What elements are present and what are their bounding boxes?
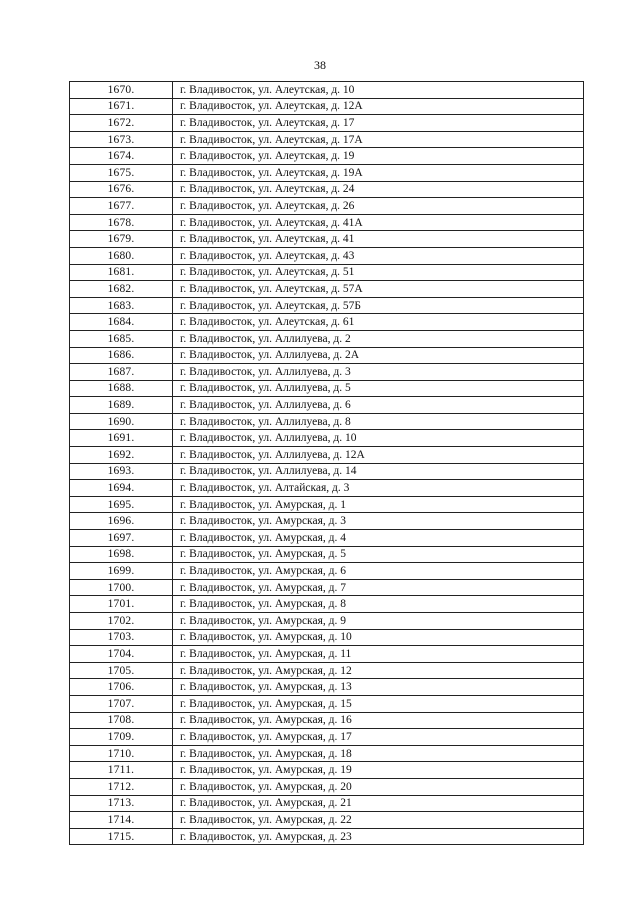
row-address: г. Владивосток, ул. Амурская, д. 19 xyxy=(173,762,584,779)
row-number: 1708. xyxy=(70,712,173,729)
table-row xyxy=(70,181,584,198)
table-row xyxy=(70,795,584,812)
row-number: 1710. xyxy=(70,745,173,762)
table-row xyxy=(70,662,584,679)
row-address: г. Владивосток, ул. Аллилуева, д. 3 xyxy=(173,364,584,381)
row-number: 1715. xyxy=(70,828,173,845)
row-address: г. Владивосток, ул. Амурская, д. 21 xyxy=(173,795,584,812)
table-row xyxy=(70,314,584,331)
row-address: г. Владивосток, ул. Амурская, д. 5 xyxy=(173,546,584,563)
table-row xyxy=(70,347,584,364)
row-address: г. Владивосток, ул. Амурская, д. 1 xyxy=(173,496,584,513)
table-row xyxy=(70,513,584,530)
row-number: 1711. xyxy=(70,762,173,779)
row-number: 1680. xyxy=(70,247,173,264)
table-row xyxy=(70,679,584,696)
row-number: 1703. xyxy=(70,629,173,646)
row-number: 1671. xyxy=(70,98,173,115)
row-address: г. Владивосток, ул. Амурская, д. 15 xyxy=(173,695,584,712)
row-address: г. Владивосток, ул. Амурская, д. 6 xyxy=(173,563,584,580)
row-number: 1670. xyxy=(70,82,173,99)
row-number: 1690. xyxy=(70,413,173,430)
row-number: 1685. xyxy=(70,330,173,347)
row-number: 1701. xyxy=(70,596,173,613)
row-address: г. Владивосток, ул. Амурская, д. 22 xyxy=(173,812,584,829)
table-row xyxy=(70,231,584,248)
row-address: г. Владивосток, ул. Амурская, д. 12 xyxy=(173,662,584,679)
row-address: г. Владивосток, ул. Аллилуева, д. 10 xyxy=(173,430,584,447)
row-number: 1686. xyxy=(70,347,173,364)
row-address: г. Владивосток, ул. Амурская, д. 8 xyxy=(173,596,584,613)
row-number: 1704. xyxy=(70,646,173,663)
table-row xyxy=(70,828,584,845)
table-row xyxy=(70,596,584,613)
table-row xyxy=(70,164,584,181)
table-row xyxy=(70,364,584,381)
table-row xyxy=(70,712,584,729)
row-number: 1705. xyxy=(70,662,173,679)
row-number: 1673. xyxy=(70,131,173,148)
row-address: г. Владивосток, ул. Алтайская, д. 3 xyxy=(173,480,584,497)
row-address: г. Владивосток, ул. Амурская, д. 23 xyxy=(173,828,584,845)
table-row xyxy=(70,480,584,497)
table-row xyxy=(70,695,584,712)
table-row xyxy=(70,297,584,314)
row-address: г. Владивосток, ул. Аллилуева, д. 2 xyxy=(173,330,584,347)
table-row xyxy=(70,812,584,829)
row-address: г. Владивосток, ул. Амурская, д. 7 xyxy=(173,579,584,596)
row-number: 1713. xyxy=(70,795,173,812)
row-address: г. Владивосток, ул. Амурская, д. 13 xyxy=(173,679,584,696)
table-row xyxy=(70,530,584,547)
table-row xyxy=(70,82,584,99)
table-row xyxy=(70,762,584,779)
row-address: г. Владивосток, ул. Алеутская, д. 57Б xyxy=(173,297,584,314)
row-number: 1675. xyxy=(70,164,173,181)
row-address: г. Владивосток, ул. Амурская, д. 16 xyxy=(173,712,584,729)
row-address: г. Владивосток, ул. Алеутская, д. 41 xyxy=(173,231,584,248)
row-address: г. Владивосток, ул. Амурская, д. 18 xyxy=(173,745,584,762)
table-row xyxy=(70,729,584,746)
row-address: г. Владивосток, ул. Амурская, д. 4 xyxy=(173,530,584,547)
row-number: 1681. xyxy=(70,264,173,281)
row-address: г. Владивосток, ул. Аллилуева, д. 6 xyxy=(173,397,584,414)
row-number: 1707. xyxy=(70,695,173,712)
table-row xyxy=(70,579,584,596)
row-number: 1697. xyxy=(70,530,173,547)
row-number: 1689. xyxy=(70,397,173,414)
row-number: 1676. xyxy=(70,181,173,198)
row-number: 1678. xyxy=(70,214,173,231)
row-number: 1684. xyxy=(70,314,173,331)
address-table xyxy=(69,81,584,845)
row-address: г. Владивосток, ул. Алеутская, д. 10 xyxy=(173,82,584,99)
row-address: г. Владивосток, ул. Амурская, д. 10 xyxy=(173,629,584,646)
row-address: г. Владивосток, ул. Алеутская, д. 43 xyxy=(173,247,584,264)
row-number: 1694. xyxy=(70,480,173,497)
row-address: г. Владивосток, ул. Аллилуева, д. 12А xyxy=(173,447,584,464)
row-address: г. Владивосток, ул. Алеутская, д. 17 xyxy=(173,115,584,132)
row-number: 1672. xyxy=(70,115,173,132)
row-address: г. Владивосток, ул. Алеутская, д. 19А xyxy=(173,164,584,181)
table-row xyxy=(70,131,584,148)
row-address: г. Владивосток, ул. Алеутская, д. 57А xyxy=(173,281,584,298)
row-number: 1695. xyxy=(70,496,173,513)
row-number: 1683. xyxy=(70,297,173,314)
row-number: 1691. xyxy=(70,430,173,447)
row-address: г. Владивосток, ул. Аллилуева, д. 5 xyxy=(173,380,584,397)
table-row xyxy=(70,148,584,165)
table-row xyxy=(70,546,584,563)
row-address: г. Владивосток, ул. Алеутская, д. 51 xyxy=(173,264,584,281)
table-row xyxy=(70,646,584,663)
row-address: г. Владивосток, ул. Алеутская, д. 41А xyxy=(173,214,584,231)
row-number: 1698. xyxy=(70,546,173,563)
row-address: г. Владивосток, ул. Алеутская, д. 26 xyxy=(173,198,584,215)
row-number: 1687. xyxy=(70,364,173,381)
row-address: г. Владивосток, ул. Амурская, д. 20 xyxy=(173,778,584,795)
table-row xyxy=(70,330,584,347)
row-address: г. Владивосток, ул. Алеутская, д. 24 xyxy=(173,181,584,198)
table-row xyxy=(70,281,584,298)
table-row xyxy=(70,563,584,580)
row-address: г. Владивосток, ул. Аллилуева, д. 8 xyxy=(173,413,584,430)
table-row xyxy=(70,496,584,513)
row-address: г. Владивосток, ул. Амурская, д. 9 xyxy=(173,613,584,630)
row-address: г. Владивосток, ул. Амурская, д. 17 xyxy=(173,729,584,746)
row-address: г. Владивосток, ул. Амурская, д. 3 xyxy=(173,513,584,530)
row-number: 1679. xyxy=(70,231,173,248)
row-number: 1702. xyxy=(70,613,173,630)
table-row xyxy=(70,380,584,397)
table-row xyxy=(70,214,584,231)
table-row xyxy=(70,778,584,795)
row-number: 1699. xyxy=(70,563,173,580)
table-row xyxy=(70,629,584,646)
table-row xyxy=(70,264,584,281)
table-row xyxy=(70,613,584,630)
table-row xyxy=(70,198,584,215)
row-address: г. Владивосток, ул. Амурская, д. 11 xyxy=(173,646,584,663)
row-address: г. Владивосток, ул. Аллилуева, д. 2А xyxy=(173,347,584,364)
row-number: 1677. xyxy=(70,198,173,215)
table-row xyxy=(70,98,584,115)
row-address: г. Владивосток, ул. Алеутская, д. 12А xyxy=(173,98,584,115)
row-number: 1712. xyxy=(70,778,173,795)
table-row xyxy=(70,115,584,132)
table-row xyxy=(70,413,584,430)
row-number: 1692. xyxy=(70,447,173,464)
table-row xyxy=(70,447,584,464)
row-number: 1696. xyxy=(70,513,173,530)
table-row xyxy=(70,463,584,480)
row-number: 1693. xyxy=(70,463,173,480)
table-row xyxy=(70,430,584,447)
row-address: г. Владивосток, ул. Аллилуева, д. 14 xyxy=(173,463,584,480)
table-row xyxy=(70,247,584,264)
table-row xyxy=(70,745,584,762)
row-number: 1706. xyxy=(70,679,173,696)
row-address: г. Владивосток, ул. Алеутская, д. 61 xyxy=(173,314,584,331)
row-address: г. Владивосток, ул. Алеутская, д. 19 xyxy=(173,148,584,165)
row-number: 1674. xyxy=(70,148,173,165)
table-row xyxy=(70,397,584,414)
row-number: 1682. xyxy=(70,281,173,298)
row-number: 1688. xyxy=(70,380,173,397)
address-table-body xyxy=(70,82,584,845)
row-number: 1700. xyxy=(70,579,173,596)
page-number: 38 xyxy=(314,58,326,72)
row-number: 1714. xyxy=(70,812,173,829)
row-address: г. Владивосток, ул. Алеутская, д. 17А xyxy=(173,131,584,148)
row-number: 1709. xyxy=(70,729,173,746)
